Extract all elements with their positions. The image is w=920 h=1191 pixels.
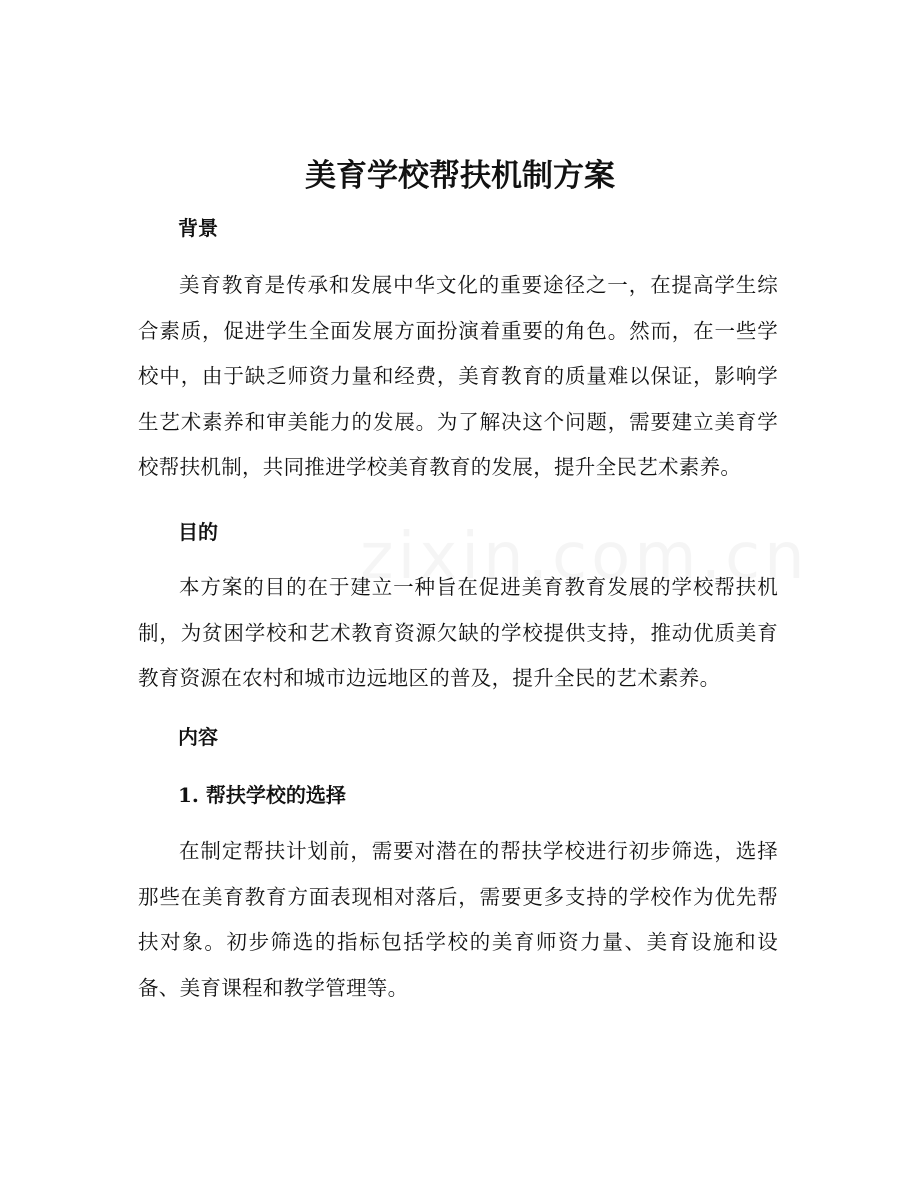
paragraph-background: 美育教育是传承和发展中华文化的重要途径之一，在提高学生综合素质，促进学生全面发展方面扮演着重要的角色。然而，在一些学校中，由于缺乏师资力量和经费，美育教育的质量难以保证，影响学生艺术素养和审美能力的发展。为了解决这个问题，需要建立美育学校帮扶机制，共同推进学校美育教育的发展，提升全民艺术素养。: [138, 273, 778, 479]
section-heading-background: 背景: [178, 216, 218, 240]
document-title: 美育学校帮扶机制方案: [305, 158, 615, 194]
paragraph-school-selection: 在制定帮扶计划前，需要对潜在的帮扶学校进行初步筛选，选择那些在美育教育方面表现相对落后，需要更多支持的学校作为优先帮扶对象。初步筛选的指标包括学校的美育师资力量、美育设施和设备、美育课程和教学管理等。: [138, 839, 778, 1000]
section-heading-content: 内容: [178, 725, 218, 749]
subheading-school-selection: 1. 帮扶学校的选择: [178, 783, 346, 807]
section-heading-goal: 目的: [178, 520, 218, 544]
paragraph-goal: 本方案的目的在于建立一种旨在促进美育教育发展的学校帮扶机制，为贫困学校和艺术教育资源欠缺的学校提供支持，推动优质美育教育资源在农村和城市边远地区的普及，提升全民的艺术素养。: [138, 575, 778, 690]
